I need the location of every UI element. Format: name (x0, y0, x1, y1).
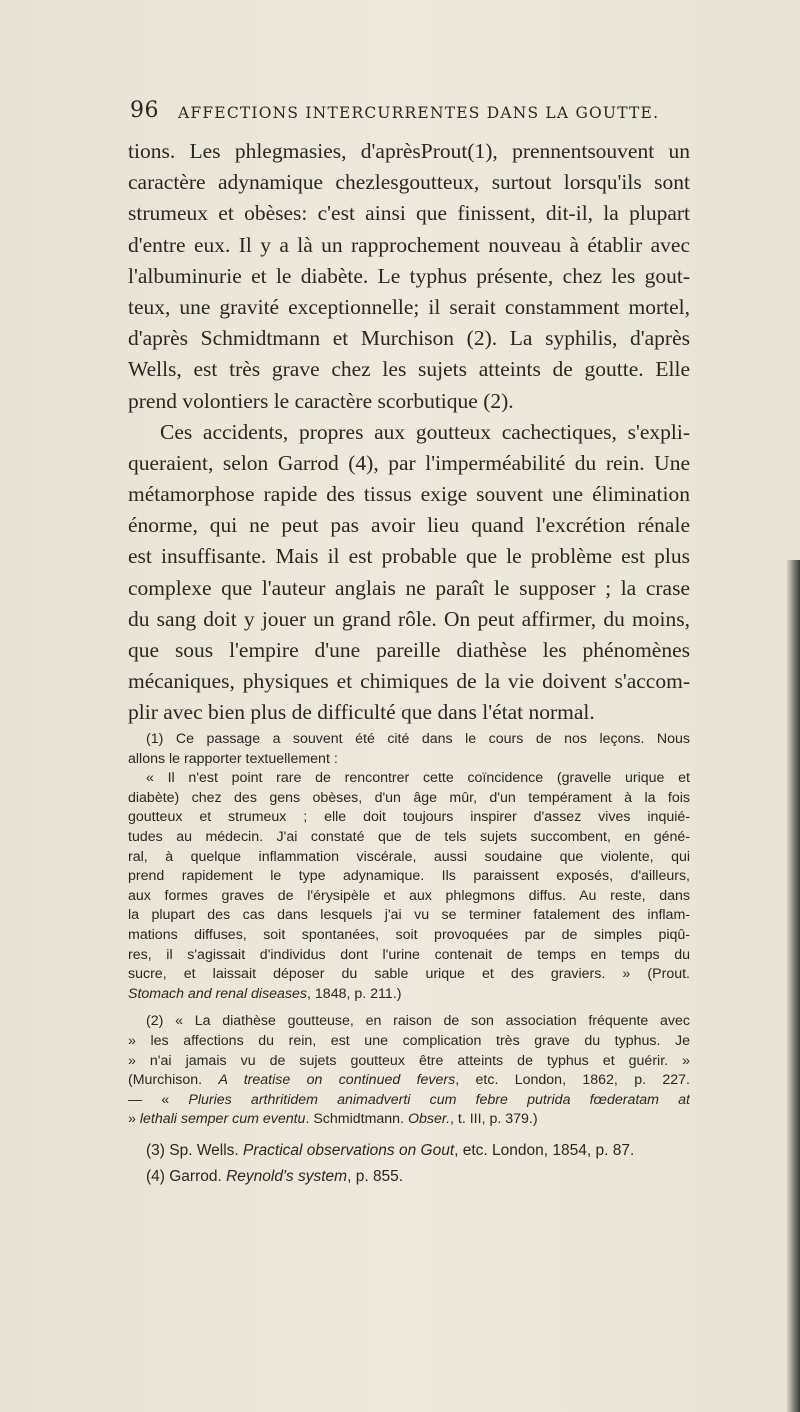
footnote-line (128, 1071, 690, 1091)
text-line: prend volontiers le caractère scorbutique (2). (128, 388, 514, 413)
citation-rest: . Schmidtmann. (305, 1111, 408, 1128)
footnotes (128, 730, 690, 1190)
footnote-3 (128, 1138, 690, 1164)
footnote-line (128, 1110, 690, 1130)
footnote-line: aux formes graves de l'érysipèle et aux phlegmons diffus. Au reste, dans (128, 887, 690, 904)
quote-lead: » (128, 1111, 140, 1128)
footnote-4 (128, 1164, 690, 1190)
text-line: strumeux et obèses: c'est ainsi que finissent, dit-il, la plupart (128, 201, 690, 226)
text-line: d'entre eux. Il y a là un rapprochement nouveau à établir avec (128, 232, 690, 257)
footnote-line: mations diffuses, soit spontanées, soit provoquées par de simples piqû- (128, 926, 690, 943)
page-header (130, 98, 690, 128)
book-title: Practical observations on Gout (243, 1141, 455, 1159)
footnote-line: » les affections du rein, est une complication très grave du typhus. Je (128, 1032, 690, 1049)
footnote-line: « Il n'est point rare de rencontrer cette coïncidence (gravelle urique et (146, 770, 690, 787)
footnote-line: la plupart des cas dans lesquels j'ai vu se terminer fatalement des inflam- (128, 907, 690, 924)
page-edge-shadow (786, 560, 800, 1412)
footnote-line: » n'ai jamais vu de sujets goutteux être atteints de typhus et guérir. » (128, 1052, 690, 1069)
text-line: que sous l'empire d'une pareille diathèse les phénomènes (128, 638, 690, 662)
page-number: 96 (130, 98, 159, 123)
book-title: Obser. (407, 1111, 451, 1128)
footnote-line: tudes au médecin. J'ai constaté que de tels sujets succombent, en géné- (128, 828, 690, 845)
footnote-line: (1) Ce passage a souvent été cité dans le cours de nos leçons. Nous (146, 731, 690, 747)
text-line: complexe que l'auteur anglais ne paraît le supposer ; la crase (128, 575, 690, 600)
footnote-line: (2) « La diathèse goutteuse, en raison de son association fréquente avec (146, 1013, 690, 1030)
footnote-line: diabète) chez des gens obèses, d'un âge mûr, d'un tempérament à la fois (128, 789, 690, 806)
footnote-line: prend rapidement le type adynamique. Ils paraissent exposés, d'ailleurs, (128, 868, 690, 885)
footnote-line: res, il s'agissait d'individus dont l'urine contenait de temps en temps du (128, 946, 690, 963)
text-line: caractère adynamique chezlesgoutteux, surtout lorsqu'ils sont (128, 170, 690, 195)
book-title: A treatise on continued fevers (218, 1072, 456, 1089)
footnote-line: goutteux et strumeux ; elle doit toujours inspirer d'assez vives inquié- (128, 809, 690, 826)
text-line: métamorphose rapide des tissus exige souvent une élimination (128, 482, 690, 507)
text-line: est insuffisante. Mais il est probable que le problème est plus (128, 544, 690, 569)
text-line: énorme, qui ne peut pas avoir lieu quand l'excrétion rénale (128, 513, 690, 538)
footnote-line (128, 1091, 690, 1111)
citation-author: (4) Garrod. (146, 1167, 227, 1185)
citation-author: (3) Sp. Wells. (146, 1141, 244, 1159)
text-line: queraient, selon Garrod (4), par l'imperméabilité du rein. Une (128, 450, 690, 475)
footnote-line (128, 985, 690, 1005)
citation-rest: , etc. London, 1854, p. 87. (454, 1141, 635, 1159)
citation-rest: , t. III, p. 379.) (450, 1111, 538, 1128)
running-title: AFFECTIONS INTERCURRENTES DANS LA GOUTTE. (178, 104, 660, 122)
footnote-2 (128, 1012, 690, 1130)
citation-rest: , etc. London, 1862, p. 227. (455, 1072, 690, 1089)
text-line: du sang doit y jouer un grand rôle. On peut affirmer, du moins, (128, 606, 690, 631)
main-text (128, 136, 690, 729)
book-title: Reynold's system (226, 1167, 348, 1185)
text-line: Wells, est très grave chez les sujets atteints de goutte. Elle (128, 357, 690, 382)
citation-rest: , p. 855. (347, 1167, 404, 1185)
citation-author: (Murchison. (128, 1072, 219, 1089)
footnote-line: sucre, et laissait déposer du sable urique et des graviers. » (Prout. (128, 966, 690, 983)
latin-quote: lethali semper cum eventu (139, 1111, 306, 1128)
quote-lead: — « (128, 1091, 189, 1108)
text-line: teux, une gravité exceptionnelle; il serait constamment mortel, (128, 294, 690, 319)
footnote-line: ral, à quelque inflammation viscérale, aussi soudaine que violente, qui (128, 848, 690, 865)
footnote-line: allons le rapporter textuellement : (128, 750, 338, 767)
text-line: plir avec bien plus de difficulté que dans l'état normal. (128, 700, 595, 725)
book-title: Stomach and renal diseases (128, 985, 308, 1002)
text-line: Ces accidents, propres aux goutteux cachectiques, s'expli- (160, 419, 690, 444)
text-line: d'après Schmidtmann et Murchison (2). La syphilis, d'après (128, 326, 690, 351)
text-line: tions. Les phlegmasies, d'aprèsProut(1), prennentsouvent un (128, 139, 690, 163)
latin-quote: Pluries arthritidem animadverti cum febre putrida fœderatam at (188, 1091, 690, 1108)
citation-rest: , 1848, p. 211.) (307, 985, 402, 1002)
text-line: l'albuminurie et le diabète. Le typhus présente, chez les gout- (128, 263, 690, 288)
footnote-1 (128, 730, 690, 1004)
text-line: mécaniques, physiques et chimiques de la vie doivent s'accom- (128, 669, 690, 694)
